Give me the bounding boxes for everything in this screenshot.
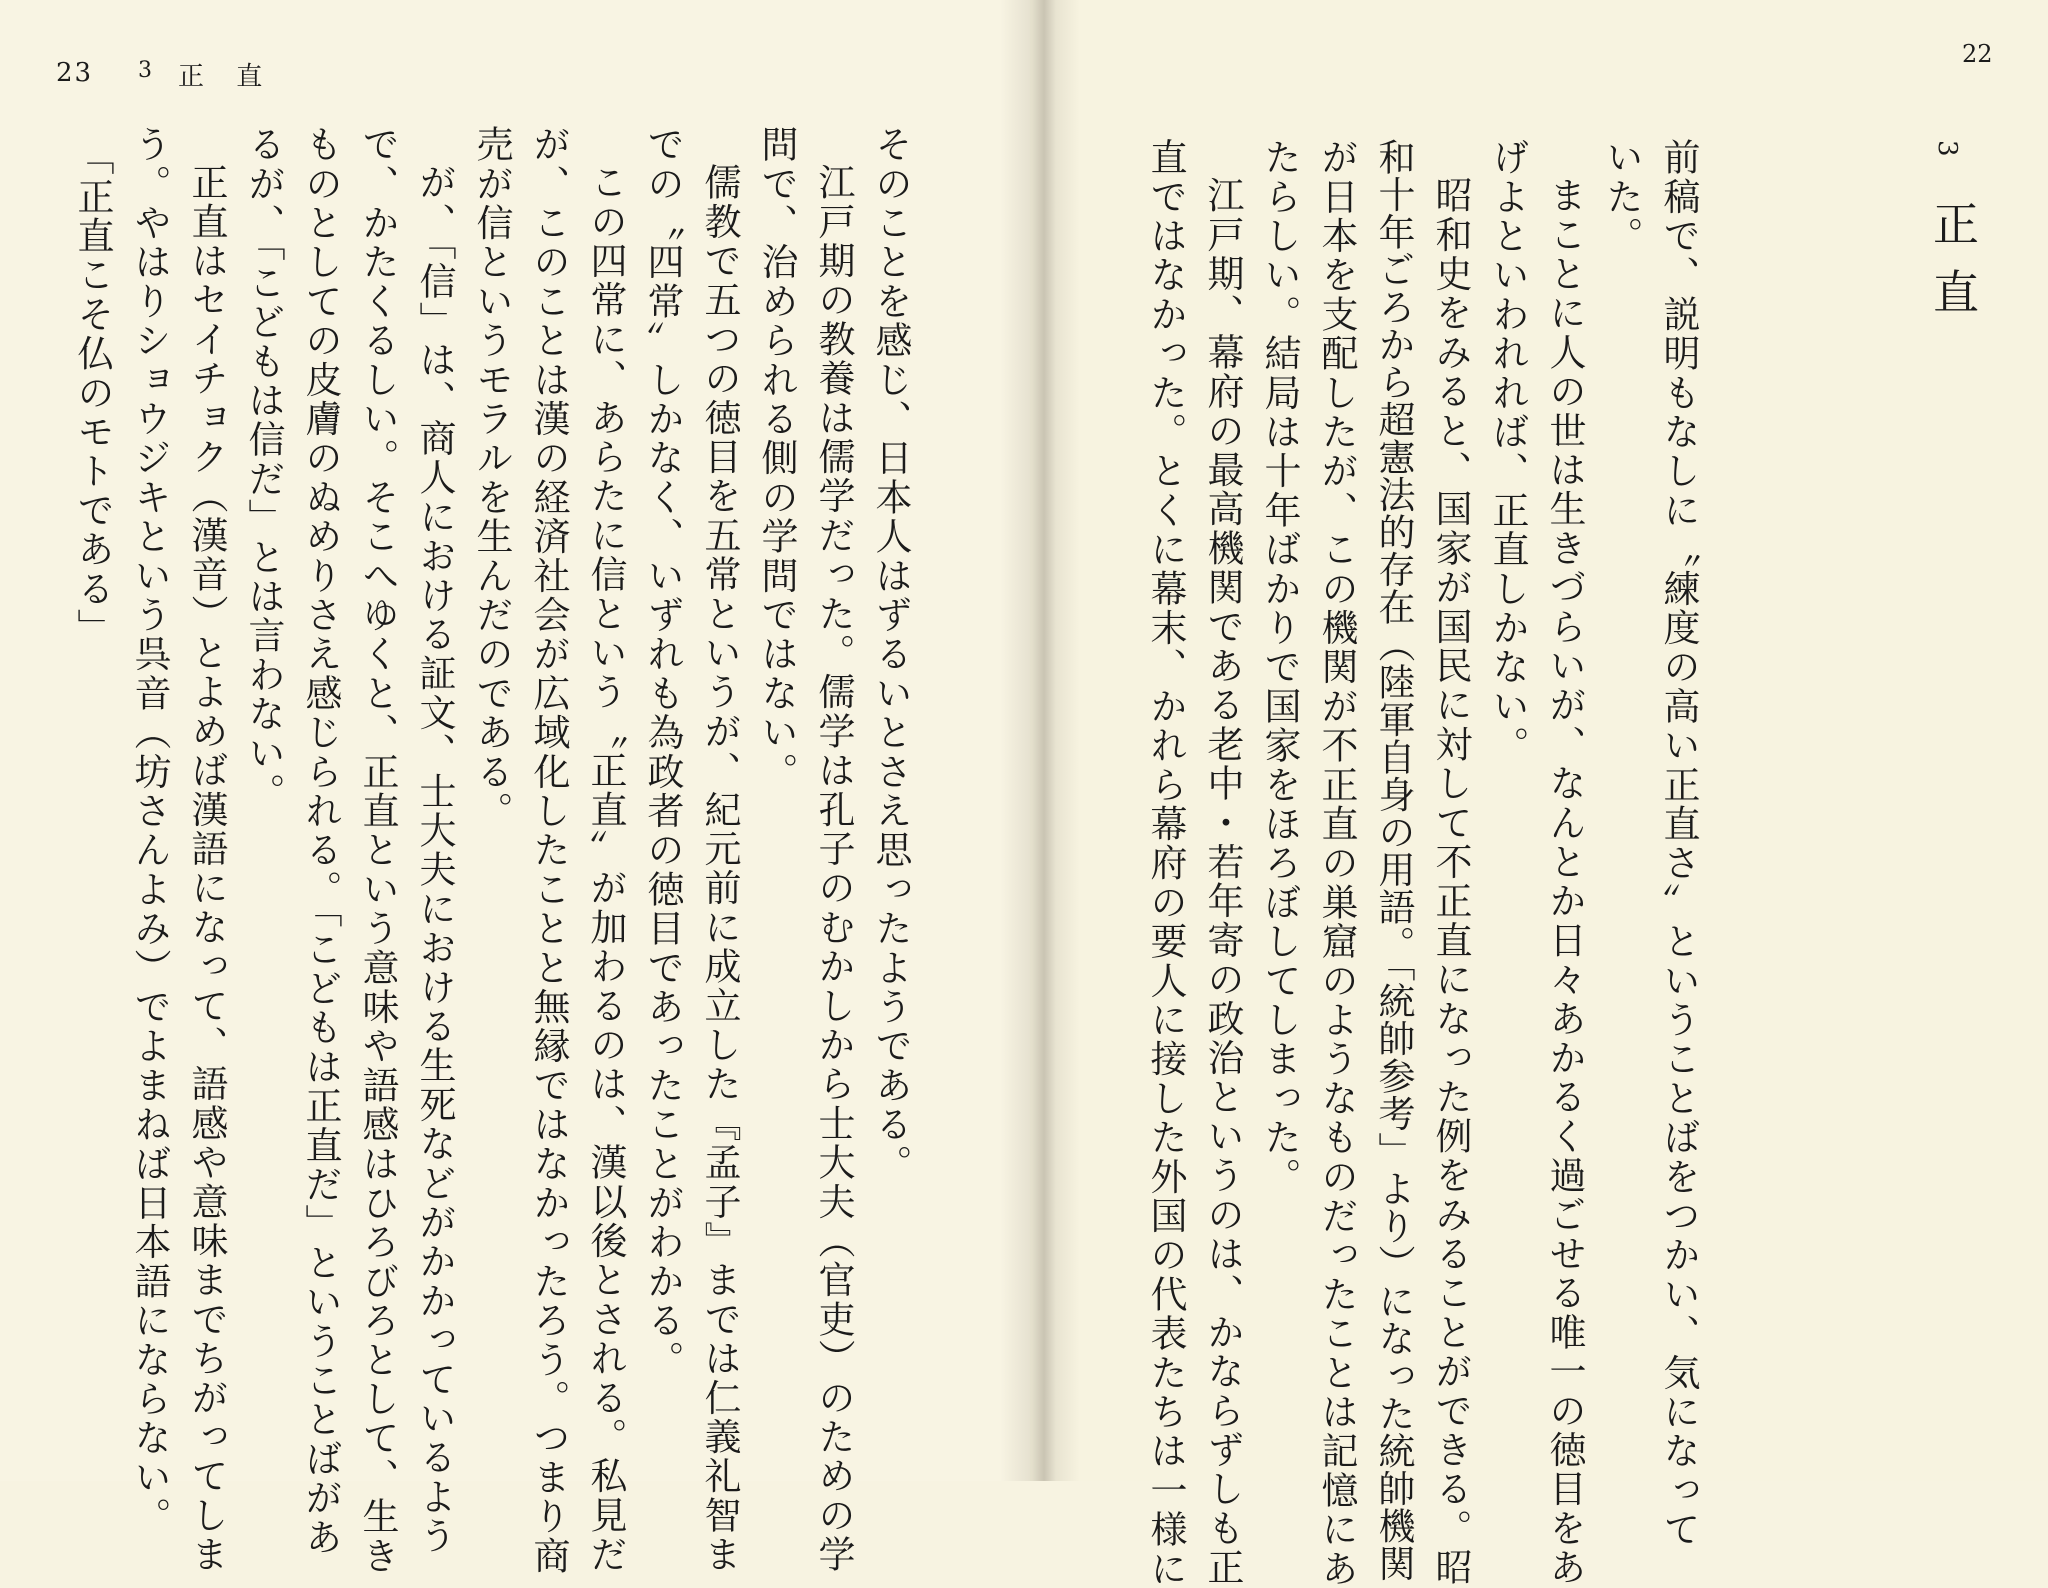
text-column: 問で、治められる側の学問ではない。 <box>755 125 798 792</box>
right-page-number: 22 <box>1962 40 1993 68</box>
text-column: で、かたくるしい。そこへゆくと、正直という意味や語感はひろびろとして、生き <box>356 125 399 1576</box>
left-page-number: 23 <box>56 58 94 88</box>
left-header-chapter-number: 3 <box>138 58 154 83</box>
text-column: 江戸期、幕府の最高機関である老中・若年寄の政治というのは、かならずしも正 <box>1201 176 1244 1588</box>
text-column: 直ではなかった。とくに幕末、かれら幕府の要人に接した外国の代表たちは一様に <box>1144 138 1187 1588</box>
text-column: 売が信というモラルを生んだのである。 <box>470 125 513 831</box>
text-column: 昭和史をみると、国家が国民に対して不正直になった例をみることができる。昭 <box>1429 176 1472 1588</box>
text-column: 「正直こそ仏のモトである」 <box>71 138 114 648</box>
text-column: 正直はセイチョク（漢音）とよめば漢語になって、語感や意味までちがってしま <box>185 163 228 1575</box>
text-column: が、「信」は、商人における証文、士大夫における生死などがかかっているよう <box>413 163 456 1556</box>
text-column: 儒教で五つの徳目を五常というが、紀元前に成立した『孟子』までは仁義礼智ま <box>698 163 741 1575</box>
chapter-number: 3 <box>1932 140 1962 157</box>
text-column: 和十年ごろから超憲法的存在（陸軍自身の用語。「統帥参考」より）になった統帥機関 <box>1372 138 1415 1582</box>
text-column: う。やはりショウジキという呉音（坊さんよみ）でよまねば日本語にならない。 <box>128 125 171 1537</box>
text-column: たらしい。結局は十年ばかりで国家をほろぼしてしまった。 <box>1258 138 1301 1197</box>
text-column: での〝四常〟しかなく、いずれも為政者の徳目であったことがわかる。 <box>641 125 684 1380</box>
text-column: ものとしての皮膚のぬめりさえ感じられる。「こどもは正直だ」ということばがあ <box>299 125 342 1557</box>
text-column: そのことを感じ、日本人はずるいとさえ思ったようである。 <box>869 125 912 1184</box>
text-column: いた。 <box>1600 138 1643 256</box>
text-column: 江戸期の教養は儒学だった。儒学は孔子のむかしから士大夫（官吏）のための学 <box>812 163 855 1575</box>
text-column: が日本を支配したが、この機関が不正直の巣窟のようなものだったことは記憶にあ <box>1315 138 1358 1588</box>
chapter-title: 正直 <box>1926 200 1980 336</box>
text-column: この四常に、あらたに信という〝正直〟が加わるのは、漢以後とされる。私見だ <box>584 163 627 1575</box>
text-column: げよといわれれば、正直しかない。 <box>1486 138 1529 766</box>
text-column: が、このことは漢の経済社会が広域化したことと無縁ではなかったろう。つまり商 <box>527 125 570 1576</box>
text-column: まことに人の世は生きづらいが、なんとか日々あかるく過ごせる唯一の徳目をあ <box>1543 176 1586 1588</box>
book-gutter <box>1000 0 1080 1481</box>
text-column: 前稿で、説明もなしに〝練度の高い正直さ〟ということばをつかい、気になって <box>1657 138 1700 1550</box>
text-column: るが、「こどもは信だ」とは言わない。 <box>242 125 285 813</box>
left-header-title: 正 直 <box>178 62 275 92</box>
